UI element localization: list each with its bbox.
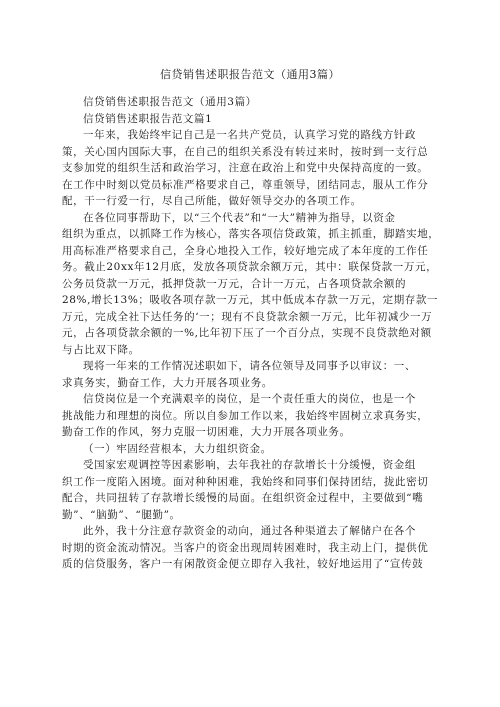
text-line: 受国家宏观调控等因素影响，去年我社的存款增长十分缓慢，资金组 <box>83 459 416 471</box>
text-line: 策，关心国内国际大事，在自己的组织关系没有转过来时，按时到一支行总 <box>62 145 429 158</box>
text-line: 支参加党的组织生活和政治学习，注意在政治上和党中央保持高度的一致。 <box>62 162 429 174</box>
text-line: （一）牢固经营根本，大力组织资金。 <box>83 442 272 455</box>
text-line: 挑战能力和理想的岗位。所以自参加工作以来，我始终牢固树立求真务实， <box>62 409 429 422</box>
text-line: 组织为重点，以抓降工作为核心，落实各项信贷政策，抓主抓重，脚踏实地， <box>62 228 440 240</box>
text-line: 在各位同事帮助下，以“三个代表”和“一大”精神为指导，以资金 <box>83 211 396 224</box>
text-line: 此外，我十分注意存款资金的动向，通过各种渠道去了解储户在各个 <box>83 525 416 537</box>
text-line: 信贷岗位是一个充满艰辛的岗位，是一个责任重大的岗位，也是一个 <box>83 393 416 405</box>
document-body <box>62 94 442 573</box>
text-line: 现将一年来的工作情况述职如下，请各位领导及同事予以审议：一、 <box>83 360 416 372</box>
text-line: 配，干一行爱一行，尽自己所能，做好领导交办的各项工作。 <box>62 195 362 207</box>
text-line: 织工作一度陷入困境。面对种种困难，我始终和同事们保持团结，拢此密切 <box>62 475 429 488</box>
text-line: 公务员贷款一万元，抵押贷款一万元，合计一万元，占各项贷款余额的 <box>62 277 407 290</box>
text-line: 勤”、“脑勤”、“腿勤”。 <box>62 508 181 521</box>
document-title: 信贷销售述职报告范文（通用3篇） <box>160 68 340 81</box>
text-line: 务。截止20xx年12月底，发放各项贷款余额万元，其中：联保贷款一万元， <box>62 261 438 273</box>
text-line: 求真务实，勤奋工作，大力开展各项业务。 <box>62 376 273 389</box>
text-line: 万元，完成全社下达任务的‘一；现有不良贷款余额一万元，比年初减少一万 <box>62 310 433 323</box>
text-line: 元，占各项贷款余额的一%,比年初下压了一个百分点，实现不良贷款绝对额 <box>62 327 432 339</box>
text-line: 质的信贷服务，客户一有闲散资金便立即存入我社，较好地运用了“宣传鼓 <box>62 558 424 570</box>
text-line: 用高标准严格要求自己，全身心地投入工作，较好地完成了本年度的工作任 <box>62 244 429 257</box>
text-line: 28%,增长13%；吸收各项存款一万元，其中低成本存款一万元，定期存款一 <box>62 294 439 306</box>
text-line: 勤奋工作的作风，努力克服一切困难，大力开展各项业务。 <box>62 426 351 438</box>
text-line: 信贷销售述职报告范文（通用3篇） <box>83 96 257 108</box>
text-line: 信贷销售述职报告范文篇1 <box>83 112 213 125</box>
text-line: 与占比双下降。 <box>62 343 140 356</box>
text-line: 配合，共同扭转了存款增长缓慢的局面。在组织资金过程中，主要做到“嘴 <box>62 492 424 504</box>
text-line: 在工作中时刻以党员标准严格要求自己，尊重领导，团结同志，服从工作分 <box>62 178 429 191</box>
text-line: 时期的资金流动情况。当客户的资金出现周转困难时，我主动上门，提供优 <box>62 541 429 554</box>
text-line: 一年来，我始终牢记自己是一名共产党员，认真学习党的路线方针政 <box>83 129 416 141</box>
